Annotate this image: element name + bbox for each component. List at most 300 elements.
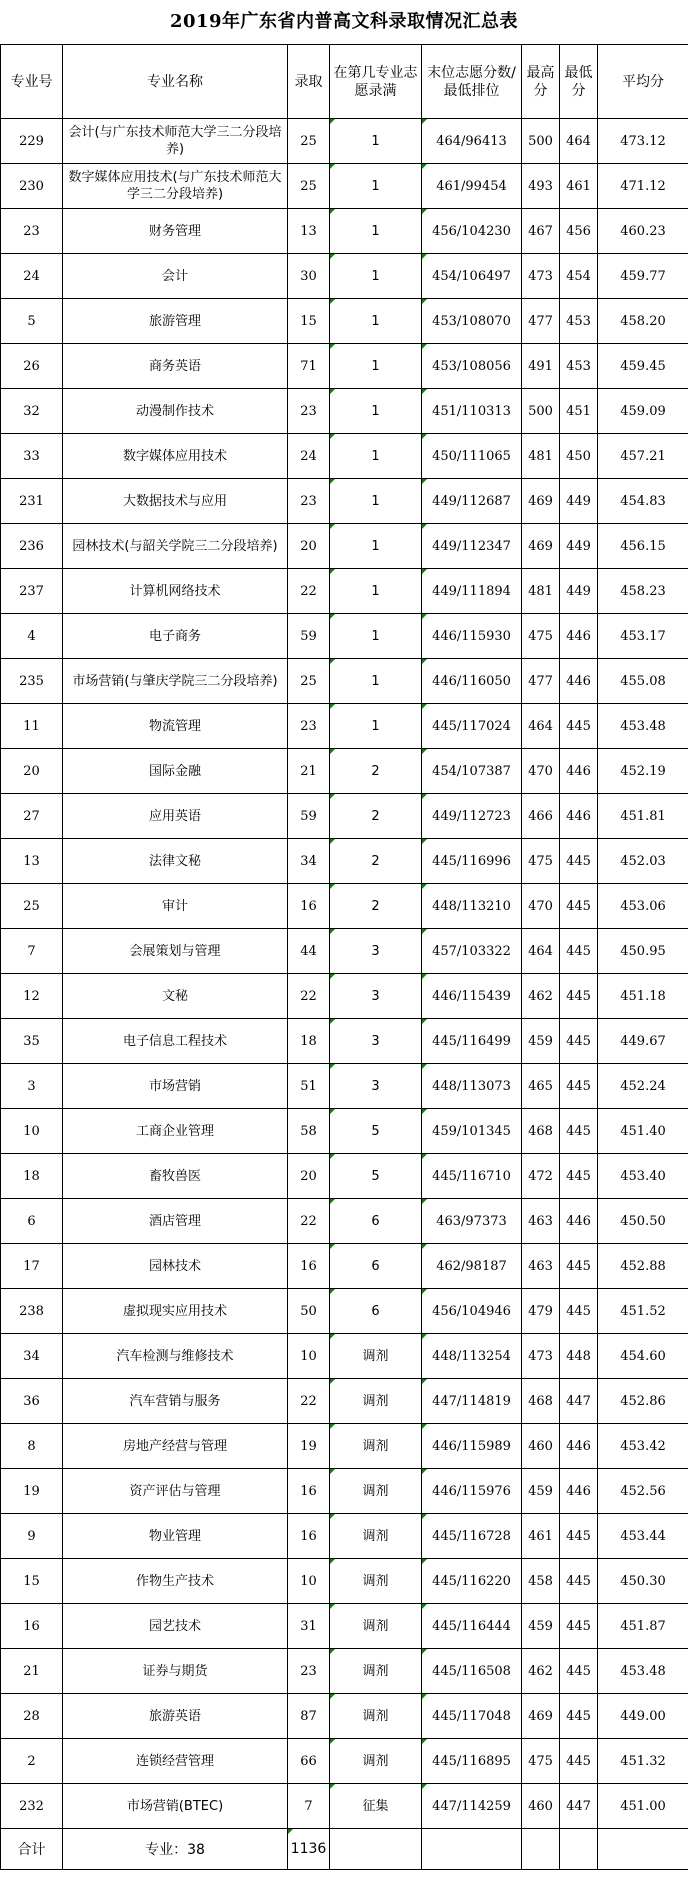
cell-max: 473	[522, 254, 560, 299]
cell-admitted: 25	[288, 659, 330, 704]
cell-code: 33	[1, 434, 63, 479]
cell-max: 458	[522, 1559, 560, 1604]
cell-min: 456	[560, 209, 598, 254]
cell-last-rank: 445/117048	[422, 1694, 522, 1739]
header-max: 最高分	[522, 45, 560, 119]
cell-max: 500	[522, 119, 560, 164]
cell-round: 调剂	[330, 1514, 422, 1559]
table-row	[1, 1109, 688, 1154]
cell-round: 1	[330, 299, 422, 344]
cell-avg: 458.20	[598, 299, 688, 344]
cell-max: 459	[522, 1469, 560, 1514]
cell-last-rank: 463/97373	[422, 1199, 522, 1244]
cell-max: 463	[522, 1199, 560, 1244]
cell-max: 467	[522, 209, 560, 254]
cell-avg: 454.83	[598, 479, 688, 524]
cell-avg: 453.42	[598, 1424, 688, 1469]
cell-code: 2	[1, 1739, 63, 1784]
total-label: 合计	[1, 1829, 63, 1870]
cell-last-rank: 456/104230	[422, 209, 522, 254]
cell-round: 2	[330, 794, 422, 839]
table-row	[1, 479, 688, 524]
cell-major-name: 财务管理	[63, 209, 288, 254]
table-row	[1, 1559, 688, 1604]
cell-round: 2	[330, 839, 422, 884]
cell-admitted: 19	[288, 1424, 330, 1469]
cell-code: 9	[1, 1514, 63, 1559]
table-row	[1, 1289, 688, 1334]
table-row	[1, 749, 688, 794]
cell-major-name: 旅游英语	[63, 1694, 288, 1739]
table-row	[1, 974, 688, 1019]
cell-round: 调剂	[330, 1379, 422, 1424]
cell-avg: 459.09	[598, 389, 688, 434]
cell-code: 6	[1, 1199, 63, 1244]
cell-max: 475	[522, 839, 560, 884]
cell-max: 460	[522, 1424, 560, 1469]
sheet-title: 2019年广东省内普高文科录取情况汇总表	[169, 11, 519, 32]
cell-max: 459	[522, 1019, 560, 1064]
table-body	[1, 119, 688, 1829]
cell-min: 445	[560, 1559, 598, 1604]
cell-round: 1	[330, 569, 422, 614]
cell-code: 26	[1, 344, 63, 389]
cell-round: 调剂	[330, 1739, 422, 1784]
table-row	[1, 164, 688, 209]
cell-avg: 453.40	[598, 1154, 688, 1199]
cell-min: 451	[560, 389, 598, 434]
cell-max: 469	[522, 1694, 560, 1739]
cell-admitted: 16	[288, 884, 330, 929]
table-row	[1, 1469, 688, 1514]
cell-code: 12	[1, 974, 63, 1019]
cell-last-rank: 456/104946	[422, 1289, 522, 1334]
cell-major-name: 数字媒体应用技术(与广东技术师范大学三二分段培养)	[63, 164, 288, 209]
cell-max: 469	[522, 479, 560, 524]
cell-round: 1	[330, 254, 422, 299]
cell-avg: 459.45	[598, 344, 688, 389]
cell-min: 445	[560, 1244, 598, 1289]
cell-last-rank: 448/113254	[422, 1334, 522, 1379]
cell-avg: 453.06	[598, 884, 688, 929]
table-row	[1, 839, 688, 884]
cell-last-rank: 448/113073	[422, 1064, 522, 1109]
cell-avg: 453.44	[598, 1514, 688, 1559]
header-round: 在第几专业志愿录满	[330, 45, 422, 119]
cell-round: 1	[330, 479, 422, 524]
cell-max: 475	[522, 614, 560, 659]
cell-avg: 451.32	[598, 1739, 688, 1784]
cell-min: 453	[560, 299, 598, 344]
cell-code: 17	[1, 1244, 63, 1289]
cell-code: 36	[1, 1379, 63, 1424]
cell-major-name: 物流管理	[63, 704, 288, 749]
cell-code: 236	[1, 524, 63, 569]
cell-admitted: 24	[288, 434, 330, 479]
cell-admitted: 59	[288, 794, 330, 839]
cell-last-rank: 445/116996	[422, 839, 522, 884]
cell-min: 446	[560, 1199, 598, 1244]
cell-major-name: 园林技术(与韶关学院三二分段培养)	[63, 524, 288, 569]
cell-round: 6	[330, 1244, 422, 1289]
table-row	[1, 884, 688, 929]
cell-min: 446	[560, 659, 598, 704]
cell-major-name: 动漫制作技术	[63, 389, 288, 434]
cell-last-rank: 445/116220	[422, 1559, 522, 1604]
table-row	[1, 1694, 688, 1739]
cell-last-rank: 447/114819	[422, 1379, 522, 1424]
cell-code: 32	[1, 389, 63, 434]
cell-round: 1	[330, 389, 422, 434]
cell-admitted: 58	[288, 1109, 330, 1154]
cell-min: 449	[560, 479, 598, 524]
cell-last-rank: 446/115439	[422, 974, 522, 1019]
cell-last-rank: 453/108056	[422, 344, 522, 389]
table-row	[1, 1154, 688, 1199]
cell-admitted: 18	[288, 1019, 330, 1064]
table-row	[1, 1244, 688, 1289]
cell-last-rank: 446/115989	[422, 1424, 522, 1469]
cell-max: 464	[522, 704, 560, 749]
cell-admitted: 10	[288, 1559, 330, 1604]
cell-avg: 450.50	[598, 1199, 688, 1244]
cell-code: 19	[1, 1469, 63, 1514]
cell-min: 453	[560, 344, 598, 389]
cell-min: 445	[560, 1739, 598, 1784]
cell-code: 23	[1, 209, 63, 254]
cell-round: 1	[330, 434, 422, 479]
cell-avg: 452.86	[598, 1379, 688, 1424]
cell-code: 237	[1, 569, 63, 614]
cell-avg: 456.15	[598, 524, 688, 569]
table-row	[1, 434, 688, 479]
cell-min: 445	[560, 839, 598, 884]
cell-last-rank: 445/116444	[422, 1604, 522, 1649]
cell-admitted: 20	[288, 524, 330, 569]
cell-admitted: 22	[288, 974, 330, 1019]
cell-round: 3	[330, 929, 422, 974]
cell-max: 477	[522, 659, 560, 704]
cell-admitted: 34	[288, 839, 330, 884]
cell-major-name: 市场营销	[63, 1064, 288, 1109]
cell-code: 35	[1, 1019, 63, 1064]
cell-code: 27	[1, 794, 63, 839]
cell-max: 464	[522, 929, 560, 974]
cell-code: 28	[1, 1694, 63, 1739]
cell-max: 461	[522, 1514, 560, 1559]
cell-major-name: 房地产经营与管理	[63, 1424, 288, 1469]
cell-min: 454	[560, 254, 598, 299]
cell-avg: 452.56	[598, 1469, 688, 1514]
cell-admitted: 22	[288, 569, 330, 614]
cell-last-rank: 453/108070	[422, 299, 522, 344]
cell-round: 1	[330, 344, 422, 389]
cell-avg: 450.95	[598, 929, 688, 974]
cell-major-name: 工商企业管理	[63, 1109, 288, 1154]
cell-admitted: 87	[288, 1694, 330, 1739]
cell-max: 470	[522, 884, 560, 929]
cell-min: 461	[560, 164, 598, 209]
cell-last-rank: 445/116895	[422, 1739, 522, 1784]
cell-max: 462	[522, 1649, 560, 1694]
cell-major-name: 园林技术	[63, 1244, 288, 1289]
cell-last-rank: 445/116728	[422, 1514, 522, 1559]
cell-admitted: 66	[288, 1739, 330, 1784]
cell-round: 征集	[330, 1784, 422, 1829]
cell-last-rank: 464/96413	[422, 119, 522, 164]
cell-code: 229	[1, 119, 63, 164]
table-row	[1, 1739, 688, 1784]
cell-major-name: 大数据技术与应用	[63, 479, 288, 524]
cell-avg: 450.30	[598, 1559, 688, 1604]
cell-admitted: 15	[288, 299, 330, 344]
table-row	[1, 1334, 688, 1379]
cell-round: 3	[330, 1064, 422, 1109]
cell-last-rank: 450/111065	[422, 434, 522, 479]
cell-max: 493	[522, 164, 560, 209]
header-avg: 平均分	[598, 45, 688, 119]
cell-max: 473	[522, 1334, 560, 1379]
total-empty-min	[560, 1829, 598, 1870]
cell-admitted: 7	[288, 1784, 330, 1829]
cell-code: 15	[1, 1559, 63, 1604]
cell-min: 446	[560, 794, 598, 839]
cell-round: 1	[330, 614, 422, 659]
cell-avg: 458.23	[598, 569, 688, 614]
cell-max: 462	[522, 974, 560, 1019]
admission-table	[0, 44, 688, 1870]
table-row	[1, 1649, 688, 1694]
cell-max: 468	[522, 1379, 560, 1424]
cell-major-name: 市场营销(与肇庆学院三二分段培养)	[63, 659, 288, 704]
cell-last-rank: 454/107387	[422, 749, 522, 794]
cell-max: 460	[522, 1784, 560, 1829]
cell-major-name: 旅游管理	[63, 299, 288, 344]
cell-min: 447	[560, 1784, 598, 1829]
cell-last-rank: 446/115930	[422, 614, 522, 659]
cell-code: 238	[1, 1289, 63, 1334]
header-last-rank: 末位志愿分数/最低排位	[422, 45, 522, 119]
cell-code: 18	[1, 1154, 63, 1199]
header-admitted: 录取	[288, 45, 330, 119]
cell-round: 调剂	[330, 1559, 422, 1604]
cell-code: 235	[1, 659, 63, 704]
cell-avg: 453.48	[598, 1649, 688, 1694]
cell-round: 5	[330, 1109, 422, 1154]
table-row	[1, 929, 688, 974]
table-row	[1, 344, 688, 389]
cell-major-name: 汽车检测与维修技术	[63, 1334, 288, 1379]
cell-admitted: 20	[288, 1154, 330, 1199]
cell-round: 调剂	[330, 1424, 422, 1469]
cell-min: 445	[560, 1289, 598, 1334]
cell-admitted: 51	[288, 1064, 330, 1109]
cell-admitted: 25	[288, 164, 330, 209]
cell-last-rank: 447/114259	[422, 1784, 522, 1829]
cell-code: 16	[1, 1604, 63, 1649]
cell-min: 448	[560, 1334, 598, 1379]
cell-round: 1	[330, 704, 422, 749]
cell-admitted: 30	[288, 254, 330, 299]
cell-round: 1	[330, 209, 422, 254]
total-row	[1, 1829, 688, 1870]
cell-last-rank: 446/116050	[422, 659, 522, 704]
cell-major-name: 国际金融	[63, 749, 288, 794]
cell-round: 6	[330, 1289, 422, 1334]
table-row	[1, 569, 688, 614]
cell-code: 8	[1, 1424, 63, 1469]
cell-last-rank: 445/117024	[422, 704, 522, 749]
cell-code: 24	[1, 254, 63, 299]
cell-min: 446	[560, 1424, 598, 1469]
cell-avg: 451.00	[598, 1784, 688, 1829]
total-admitted: 1136	[288, 1829, 330, 1870]
cell-major-name: 酒店管理	[63, 1199, 288, 1244]
cell-code: 11	[1, 704, 63, 749]
cell-max: 468	[522, 1109, 560, 1154]
cell-admitted: 44	[288, 929, 330, 974]
cell-major-name: 虚拟现实应用技术	[63, 1289, 288, 1334]
cell-min: 445	[560, 974, 598, 1019]
cell-avg: 453.48	[598, 704, 688, 749]
total-empty-max	[522, 1829, 560, 1870]
cell-last-rank: 449/112723	[422, 794, 522, 839]
cell-min: 445	[560, 1514, 598, 1559]
table-row	[1, 524, 688, 569]
cell-major-name: 畜牧兽医	[63, 1154, 288, 1199]
cell-round: 1	[330, 659, 422, 704]
cell-min: 445	[560, 1154, 598, 1199]
cell-avg: 453.17	[598, 614, 688, 659]
cell-min: 445	[560, 704, 598, 749]
cell-min: 445	[560, 929, 598, 974]
cell-avg: 452.19	[598, 749, 688, 794]
header-name: 专业名称	[63, 45, 288, 119]
table-row	[1, 254, 688, 299]
cell-min: 445	[560, 1019, 598, 1064]
cell-last-rank: 445/116499	[422, 1019, 522, 1064]
cell-max: 500	[522, 389, 560, 434]
cell-max: 479	[522, 1289, 560, 1334]
cell-last-rank: 448/113210	[422, 884, 522, 929]
cell-min: 445	[560, 1694, 598, 1739]
cell-avg: 449.67	[598, 1019, 688, 1064]
cell-avg: 452.24	[598, 1064, 688, 1109]
cell-min: 445	[560, 884, 598, 929]
cell-code: 7	[1, 929, 63, 974]
cell-code: 34	[1, 1334, 63, 1379]
cell-last-rank: 445/116710	[422, 1154, 522, 1199]
total-empty-rank	[422, 1829, 522, 1870]
cell-code: 5	[1, 299, 63, 344]
cell-last-rank: 454/106497	[422, 254, 522, 299]
table-row	[1, 794, 688, 839]
cell-avg: 451.18	[598, 974, 688, 1019]
header-min: 最低分	[560, 45, 598, 119]
cell-admitted: 23	[288, 704, 330, 749]
cell-max: 469	[522, 524, 560, 569]
cell-min: 445	[560, 1649, 598, 1694]
cell-major-name: 汽车营销与服务	[63, 1379, 288, 1424]
cell-max: 477	[522, 299, 560, 344]
cell-major-name: 资产评估与管理	[63, 1469, 288, 1514]
cell-max: 463	[522, 1244, 560, 1289]
cell-min: 445	[560, 1109, 598, 1154]
table-row	[1, 1064, 688, 1109]
cell-code: 230	[1, 164, 63, 209]
cell-min: 445	[560, 1064, 598, 1109]
total-empty-round	[330, 1829, 422, 1870]
table-row	[1, 209, 688, 254]
cell-admitted: 23	[288, 389, 330, 434]
cell-max: 481	[522, 434, 560, 479]
table-row	[1, 1604, 688, 1649]
cell-code: 4	[1, 614, 63, 659]
cell-avg: 471.12	[598, 164, 688, 209]
cell-major-name: 会计	[63, 254, 288, 299]
cell-avg: 451.40	[598, 1109, 688, 1154]
cell-round: 6	[330, 1199, 422, 1244]
cell-major-name: 市场营销(BTEC)	[63, 1784, 288, 1829]
cell-last-rank: 457/103322	[422, 929, 522, 974]
cell-min: 446	[560, 614, 598, 659]
cell-major-name: 计算机网络技术	[63, 569, 288, 614]
cell-admitted: 16	[288, 1244, 330, 1289]
cell-admitted: 25	[288, 119, 330, 164]
table-row	[1, 299, 688, 344]
cell-code: 25	[1, 884, 63, 929]
cell-code: 232	[1, 1784, 63, 1829]
cell-major-name: 连锁经营管理	[63, 1739, 288, 1784]
cell-min: 445	[560, 1604, 598, 1649]
cell-code: 20	[1, 749, 63, 794]
cell-code: 21	[1, 1649, 63, 1694]
cell-major-name: 园艺技术	[63, 1604, 288, 1649]
cell-max: 481	[522, 569, 560, 614]
table-row	[1, 704, 688, 749]
cell-admitted: 59	[288, 614, 330, 659]
cell-avg: 473.12	[598, 119, 688, 164]
cell-max: 459	[522, 1604, 560, 1649]
table-row	[1, 1019, 688, 1064]
cell-admitted: 16	[288, 1514, 330, 1559]
cell-admitted: 10	[288, 1334, 330, 1379]
cell-major-name: 作物生产技术	[63, 1559, 288, 1604]
table-row	[1, 1784, 688, 1829]
cell-round: 3	[330, 1019, 422, 1064]
cell-last-rank: 462/98187	[422, 1244, 522, 1289]
cell-avg: 457.21	[598, 434, 688, 479]
cell-major-name: 文秘	[63, 974, 288, 1019]
cell-min: 446	[560, 749, 598, 794]
cell-admitted: 13	[288, 209, 330, 254]
cell-min: 447	[560, 1379, 598, 1424]
cell-last-rank: 461/99454	[422, 164, 522, 209]
cell-max: 470	[522, 749, 560, 794]
cell-avg: 460.23	[598, 209, 688, 254]
cell-admitted: 16	[288, 1469, 330, 1514]
cell-last-rank: 449/111894	[422, 569, 522, 614]
cell-major-name: 会展策划与管理	[63, 929, 288, 974]
cell-admitted: 22	[288, 1199, 330, 1244]
table-row	[1, 389, 688, 434]
header-row	[1, 45, 688, 119]
cell-round: 调剂	[330, 1604, 422, 1649]
cell-round: 3	[330, 974, 422, 1019]
cell-code: 3	[1, 1064, 63, 1109]
cell-major-name: 物业管理	[63, 1514, 288, 1559]
cell-avg: 452.03	[598, 839, 688, 884]
